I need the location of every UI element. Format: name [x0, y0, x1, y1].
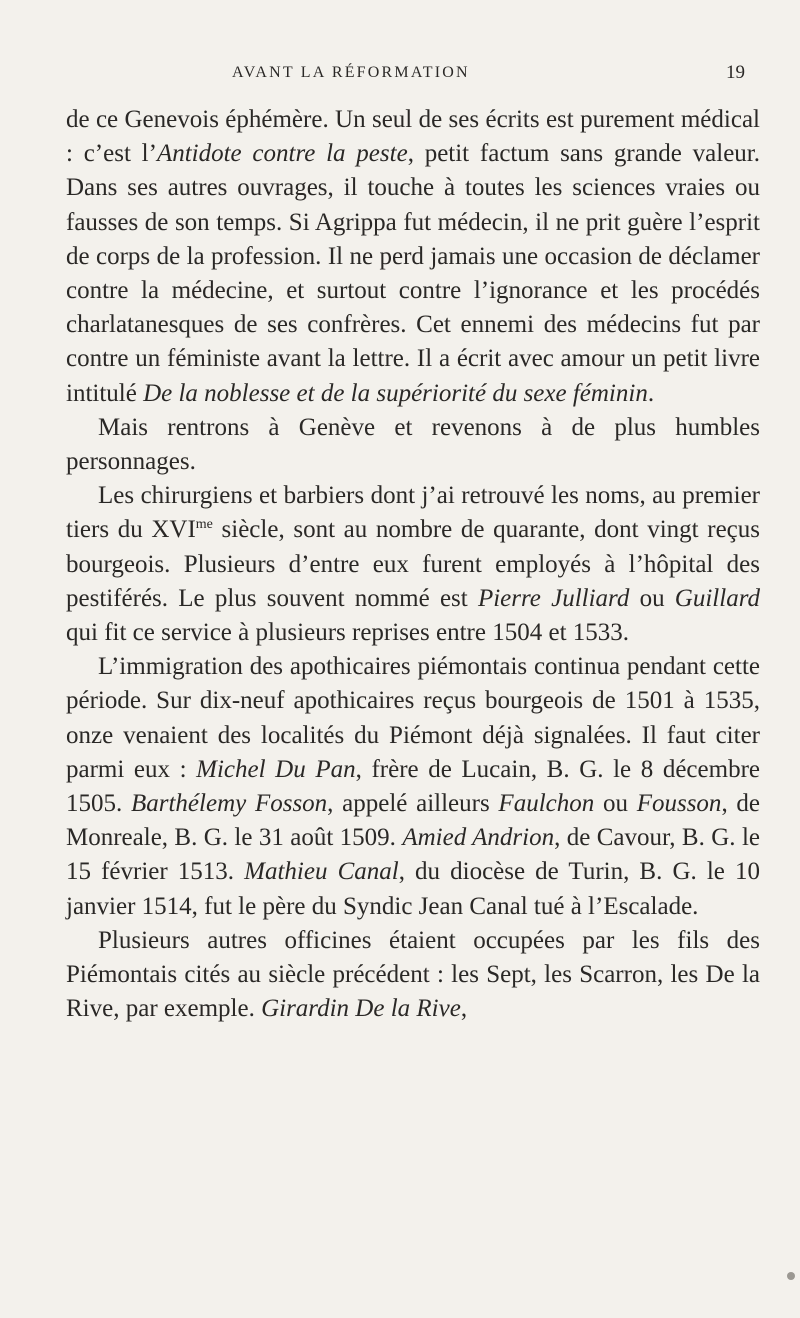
italic-text: Amied Andrion — [402, 824, 555, 852]
text-run: , de Cavour, B. G. le 15 février 1513. — [66, 824, 760, 886]
text-run: . — [647, 379, 655, 407]
paragraph — [66, 650, 760, 924]
paragraph — [66, 411, 760, 479]
text-run: , petit factum sans grande valeur. Dans ses autres ouvrages, il touche à toutes les sciences vraies ou fausses de son temps. Si Agrippa fut médecin, il ne prit guère l’esprit de corps de la profession. Il ne perd jamais une occasion de déclamer contre la médecine, et surtout contre l’ignorance et les procédés charlatanesques de ses confrères. Cet ennemi des médecins fut par contre un féministe avant la lettre. Il a écrit avec amour un petit livre intitulé — [66, 140, 760, 407]
italic-text: Pierre Julliard — [477, 584, 630, 612]
text-run: , — [460, 995, 468, 1023]
text-run: ou — [594, 790, 637, 818]
text-run: siècle, sont au nombre de quarante, dont vingt reçus bourgeois. Plusieurs d’entre eux furent employés à l’hôpital des pestiférés. Le plus souvent nommé est — [66, 516, 760, 612]
superscript: me — [195, 517, 213, 533]
italic-text: Barthélemy Fosson — [130, 790, 328, 818]
running-title: AVANT LA RÉFORMATION — [232, 64, 470, 81]
text-run: L’immigration des apothicaires piémontais continua pendant cette période. Sur dix-neuf apothicaires reçus bourgeois de 1501 à 1535, onze venaient des localités du Piémont déjà signalées. Il faut citer parmi eux : — [66, 653, 760, 783]
italic-text: De la noblesse et de la supériorité du sexe féminin — [143, 379, 648, 407]
text-run: qui fit ce service à plusieurs reprises entre 1504 et 1533. — [66, 619, 630, 647]
paragraph — [66, 479, 760, 650]
italic-text: Girardin De la Rive — [261, 995, 461, 1023]
italic-text: Guillard — [674, 584, 760, 612]
paragraph — [66, 103, 760, 411]
italic-text: Michel Du Pan — [196, 755, 356, 783]
text-run: Les chirurgiens et barbiers dont j’ai retrouvé les noms, au premier tiers du XVI — [66, 482, 760, 544]
italic-text: Mathieu Canal — [244, 858, 399, 886]
paragraph — [66, 924, 760, 1027]
text-run: Plusieurs autres officines étaient occupées par les fils des Piémontais cités au siècle précédent : les Sept, les Scarron, les De la Rive, par exemple. — [66, 926, 760, 1023]
page-number: 19 — [726, 62, 745, 83]
text-run: , du diocèse de Turin, B. G. le 10 janvier 1514, fut le père du Syndic Jean Canal tué à l’Escalade. — [66, 858, 760, 920]
italic-text: Fousson — [636, 790, 722, 818]
text-run: de ce Genevois éphémère. Un seul de ses écrits est purement médical : c’est l’ — [66, 106, 760, 168]
running-header — [0, 52, 800, 92]
text-run: Mais rentrons à Genève et revenons à de plus humbles personnages. — [66, 413, 760, 476]
text-run: , appelé ailleurs — [327, 790, 499, 818]
italic-text: Faulchon — [498, 790, 595, 818]
text-run: ou — [629, 584, 675, 612]
body-text — [66, 103, 760, 1026]
italic-text: Antidote contre la peste — [156, 140, 408, 168]
paper-speck — [787, 1272, 795, 1280]
text-run: , de Monreale, B. G. le 31 août 1509. — [66, 790, 761, 852]
text-run: , frère de Lucain, B. G. le 8 décembre 1505. — [66, 755, 760, 818]
